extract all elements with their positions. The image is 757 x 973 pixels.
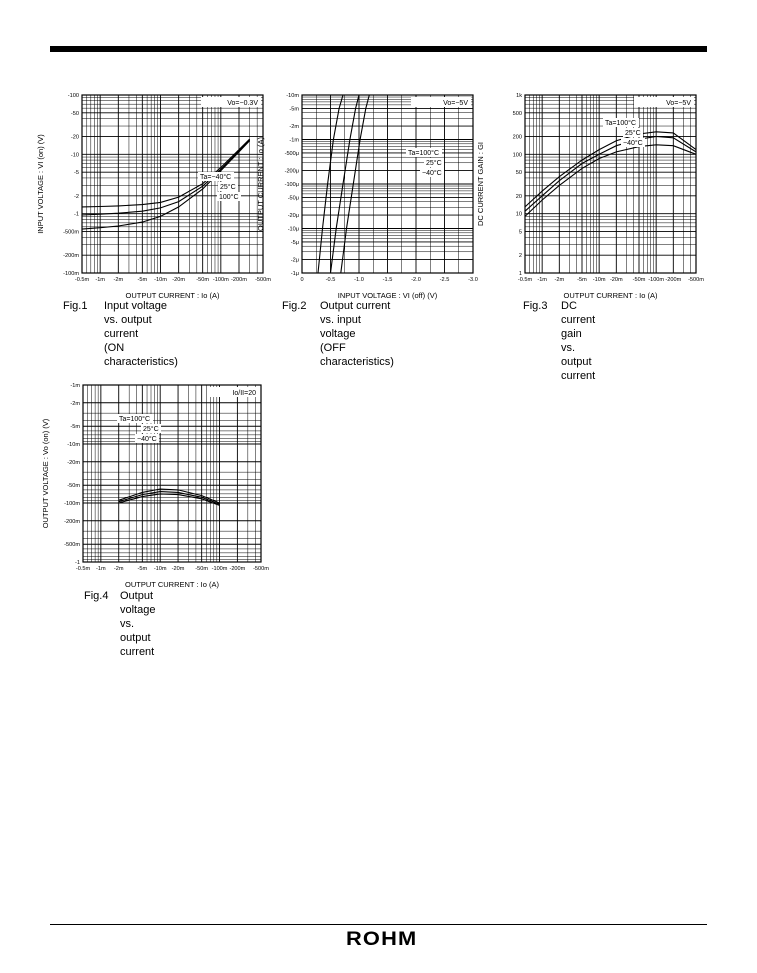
- y-tick-label: -20: [70, 134, 79, 141]
- condition-text: Vo=−5V: [443, 100, 468, 107]
- temperature-label: Ta=100°C: [408, 150, 440, 157]
- x-tick-label: -2m: [554, 277, 565, 283]
- x-tick-label: -200m: [231, 277, 247, 283]
- caption-fig4: [84, 589, 156, 658]
- y-tick-label: -2m: [70, 400, 80, 407]
- y-tick-label: -200m: [63, 253, 79, 260]
- y-tick-label: -1μ: [290, 271, 299, 277]
- temperature-label: −40°C: [623, 140, 643, 147]
- y-tick-label: -1: [75, 560, 80, 566]
- y-tick-label: 50: [515, 170, 522, 177]
- x-tick-label: -20m: [172, 277, 186, 283]
- y-tick-label: -5μ: [290, 239, 299, 246]
- temperature-label: −40°C: [422, 170, 442, 177]
- header-rule: [50, 46, 707, 52]
- y-tick-label: -500m: [64, 542, 80, 549]
- y-axis-label: INPUT VOLTAGE : VI (on) (V): [36, 134, 45, 234]
- condition-label: [207, 387, 259, 397]
- x-tick-label: -200m: [665, 277, 682, 283]
- y-tick-label: -200m: [64, 518, 80, 525]
- x-axis-label: OUTPUT CURRENT : Io (A): [125, 291, 220, 300]
- y-tick-label: -1: [74, 211, 79, 218]
- x-tick-label: -20m: [171, 566, 185, 572]
- caption-line-1: Output voltage vs. output: [120, 590, 156, 644]
- x-axis-label: OUTPUT CURRENT : Io (A): [563, 291, 658, 300]
- condition-text: Vo=−5V: [666, 100, 691, 107]
- y-tick-label: -100: [67, 93, 79, 99]
- y-tick-label: -5: [74, 170, 79, 177]
- y-tick-label: -1m: [70, 383, 80, 389]
- x-tick-label: -0.5: [325, 277, 336, 283]
- plot-frame: [83, 385, 261, 562]
- fig-number: Fig.2: [282, 300, 307, 312]
- plot-area: [41, 383, 269, 589]
- caption-fig2: [282, 299, 394, 368]
- chart-fig2: [250, 88, 487, 305]
- series-line: [119, 489, 220, 503]
- x-tick-label: -5m: [137, 277, 148, 283]
- temperature-label: −40°C: [137, 436, 157, 443]
- caption-fig1: [63, 299, 178, 368]
- x-axis-label: OUTPUT CURRENT : Io (A): [125, 580, 219, 589]
- y-axis-label: OUTPUT CURRENT : Io (A): [256, 137, 265, 231]
- y-axis-label: DC CURRENT GAIN : GI: [476, 141, 485, 227]
- temperature-label: 25°C: [143, 426, 159, 433]
- x-tick-label: -100m: [211, 566, 228, 572]
- caption-line-1: Output current vs. input voltage: [320, 300, 391, 340]
- caption-line-2: (OFF characteristics): [320, 342, 394, 368]
- chart-fig4: [35, 378, 275, 594]
- y-tick-label: -50m: [67, 483, 80, 490]
- chart-fig1: [30, 88, 277, 305]
- x-tick-label: -10m: [154, 277, 167, 283]
- series-line: [525, 137, 696, 212]
- fig-number: Fig.3: [523, 300, 548, 312]
- series-line: [525, 145, 696, 217]
- y-tick-label: -2m: [289, 124, 299, 131]
- x-tick-label: -3.0: [468, 277, 478, 283]
- x-tick-label: -50m: [195, 566, 209, 572]
- x-tick-label: -0.5m: [75, 566, 91, 572]
- x-tick-label: -1m: [96, 566, 106, 572]
- condition-text: Io/II=20: [232, 390, 256, 397]
- condition-text: Vo=−0.3V: [227, 100, 258, 107]
- x-tick-label: -1m: [537, 277, 547, 283]
- x-tick-label: -5m: [137, 566, 148, 572]
- x-tick-label: -2.5: [439, 277, 450, 283]
- y-tick-label: -5m: [70, 424, 80, 431]
- plot-area: [476, 93, 704, 300]
- y-tick-label: -50: [70, 110, 79, 117]
- x-tick-label: -500m: [253, 566, 269, 572]
- y-tick-label: -5m: [289, 106, 299, 113]
- caption-line-2: (ON characteristics): [104, 342, 178, 368]
- y-tick-label: -100μ: [284, 182, 299, 188]
- temperature-label: 100°C: [219, 194, 239, 201]
- y-tick-label: -10m: [286, 93, 299, 99]
- x-tick-label: -50m: [196, 277, 210, 283]
- temperature-label: Ta=−40°C: [200, 174, 232, 181]
- x-tick-label: -1.5: [382, 277, 393, 283]
- y-tick-label: 200: [512, 134, 522, 141]
- y-tick-label: -100m: [63, 271, 79, 277]
- caption-line-2: current: [561, 370, 596, 382]
- fig-number: Fig.4: [84, 590, 109, 602]
- caption-line-1: DC current gain vs. output: [561, 300, 596, 368]
- temperature-label: Ta=100°C: [119, 416, 151, 423]
- x-tick-label: -0.5m: [517, 277, 533, 283]
- x-axis-label: INPUT VOLTAGE : VI (off) (V): [337, 291, 438, 300]
- y-tick-label: 1: [518, 271, 522, 277]
- y-tick-label: 5: [518, 229, 522, 236]
- chart-fig3: [470, 88, 710, 305]
- y-tick-label: 500: [512, 110, 522, 117]
- x-tick-label: -5m: [577, 277, 587, 283]
- temperature-label: 25°C: [220, 184, 236, 191]
- y-tick-label: -10m: [67, 442, 80, 448]
- condition-label: [634, 97, 694, 107]
- y-tick-label: 20: [515, 193, 522, 200]
- condition-label: [411, 97, 471, 107]
- y-tick-label: -1m: [289, 137, 299, 144]
- x-tick-label: -500m: [255, 277, 271, 283]
- y-tick-label: -20m: [67, 459, 80, 466]
- y-tick-label: -100m: [64, 501, 80, 507]
- fig-number: Fig.1: [63, 300, 88, 312]
- y-tick-label: 100: [512, 152, 522, 159]
- plot-area: [36, 93, 271, 300]
- y-tick-label: -500μ: [284, 150, 299, 157]
- temperature-label: 25°C: [426, 160, 442, 167]
- x-tick-label: -1.0: [354, 277, 364, 283]
- y-tick-label: -2: [74, 193, 79, 200]
- y-tick-label: -50μ: [287, 195, 299, 202]
- plot-area: [256, 93, 478, 300]
- x-tick-label: 0: [300, 277, 304, 283]
- x-tick-label: -1m: [95, 277, 105, 283]
- x-tick-label: -20m: [609, 277, 623, 283]
- x-tick-label: -2m: [113, 566, 124, 572]
- x-tick-label: -2m: [113, 277, 124, 283]
- x-tick-label: -10m: [592, 277, 606, 283]
- x-tick-label: -0.5m: [74, 277, 90, 283]
- y-tick-label: -20μ: [287, 213, 299, 220]
- y-tick-label: 2: [518, 253, 522, 260]
- y-tick-label: -500m: [63, 229, 79, 236]
- caption-fig3: [523, 299, 596, 382]
- y-tick-label: -200μ: [284, 168, 299, 175]
- x-tick-label: -100m: [648, 277, 665, 283]
- rohm-logo: ROHM: [346, 929, 418, 950]
- x-tick-label: -2.0: [411, 277, 421, 283]
- x-tick-label: -10m: [153, 566, 167, 572]
- y-tick-label: -10: [70, 152, 79, 159]
- caption-line-2: current: [120, 646, 155, 658]
- x-tick-label: -50m: [632, 277, 646, 283]
- x-tick-label: -100m: [212, 277, 229, 283]
- x-tick-label: -500m: [688, 277, 704, 283]
- caption-line-1: Input voltage vs. output current: [104, 300, 167, 340]
- temperature-label: Ta=100°C: [605, 120, 637, 127]
- y-tick-label: -2μ: [290, 257, 299, 264]
- y-axis-label: OUTPUT VOLTAGE : Vo (on) (V): [41, 418, 50, 529]
- y-tick-label: -10μ: [287, 226, 299, 233]
- y-tick-label: 1k: [516, 93, 522, 99]
- footer-rule: [50, 924, 707, 925]
- series-line: [119, 492, 220, 505]
- temperature-label: 25°C: [625, 130, 641, 137]
- y-tick-label: 10: [515, 211, 522, 218]
- x-tick-label: -200m: [229, 566, 246, 572]
- gridlines: [83, 385, 261, 562]
